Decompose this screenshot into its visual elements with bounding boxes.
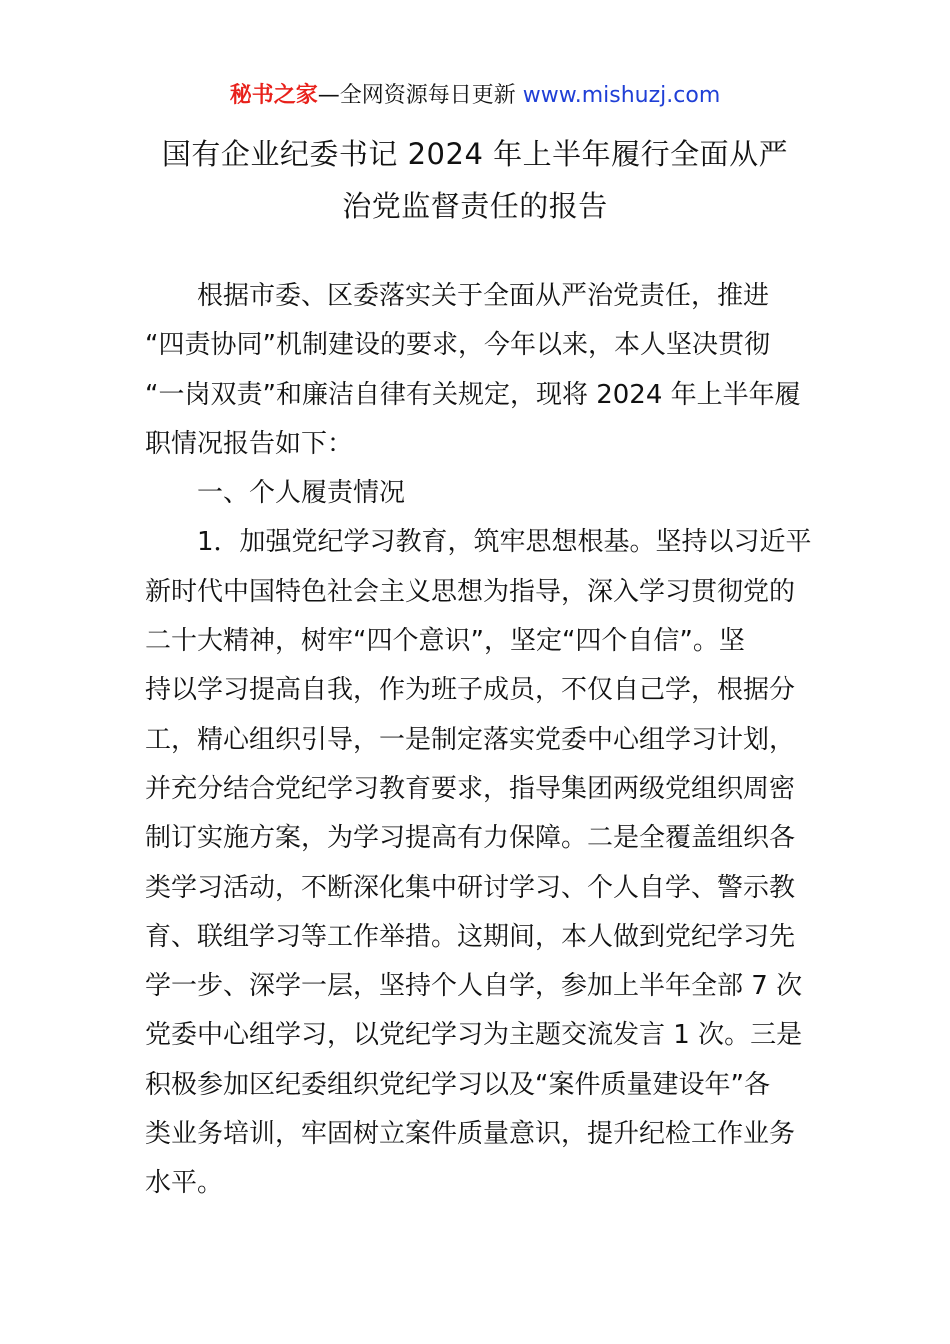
paragraph-line: 1．加强党纪学习教育，筑牢思想根基。坚持以习近平 <box>197 527 812 558</box>
paragraph-line: 持以学习提高自我，作为班子成员，不仅自己学，根据分 <box>145 675 796 706</box>
document-body <box>145 272 810 1209</box>
title-line-2: 治党监督责任的报告 <box>342 189 608 223</box>
site-tagline: —全网资源每日更新 <box>317 83 523 108</box>
paragraph-line: 水平。 <box>145 1168 224 1199</box>
paragraph-line: 类学习活动，不断深化集中研讨学习、个人自学、警示教 <box>145 872 796 903</box>
title-line-1: 国有企业纪委书记 2024 年上半年履行全面从严 <box>161 137 789 171</box>
paragraph-line: 职情况报告如下： <box>145 428 354 459</box>
paragraph-line: 类业务培训，牢固树立案件质量意识，提升纪检工作业务 <box>145 1119 796 1150</box>
paragraph-line: 党委中心组学习，以党纪学习为主题交流发言 1 次。三是 <box>145 1020 803 1051</box>
paragraph-line: 工，精心组织引导，一是制定落实党委中心组学习计划， <box>145 724 796 755</box>
paragraph-line: “一岗双责”和廉洁自律有关规定，现将 2024 年上半年履 <box>145 379 801 410</box>
paragraph-line: 新时代中国特色社会主义思想为指导，深入学习贯彻党的 <box>145 576 796 607</box>
section-heading: 一、个人履责情况 <box>197 478 406 509</box>
site-brand: 秘书之家 <box>229 83 318 108</box>
paragraph-line: 根据市委、区委落实关于全面从严治党责任，推进 <box>197 281 770 311</box>
site-url-link[interactable]: www.mishuzj.com <box>522 83 721 108</box>
document-title <box>0 128 950 232</box>
site-header <box>0 80 950 112</box>
paragraph-line: 并充分结合党纪学习教育要求，指导集团两级党组织周密 <box>145 773 796 804</box>
paragraph-line: 积极参加区纪委组织党纪学习以及“案件质量建设年”各 <box>145 1069 770 1100</box>
paragraph-line: 制订实施方案，为学习提高有力保障。二是全覆盖组织各 <box>145 823 796 854</box>
paragraph-line: “四责协同”机制建设的要求，今年以来，本人坚决贯彻 <box>145 330 770 361</box>
paragraph-line: 二十大精神，树牢“四个意识”，坚定“四个自信”。坚 <box>145 626 745 657</box>
paragraph-line: 育、联组学习等工作举措。这期间，本人做到党纪学习先 <box>145 921 796 952</box>
paragraph-line: 学一步、深学一层，坚持个人自学，参加上半年全部 7 次 <box>145 971 803 1002</box>
